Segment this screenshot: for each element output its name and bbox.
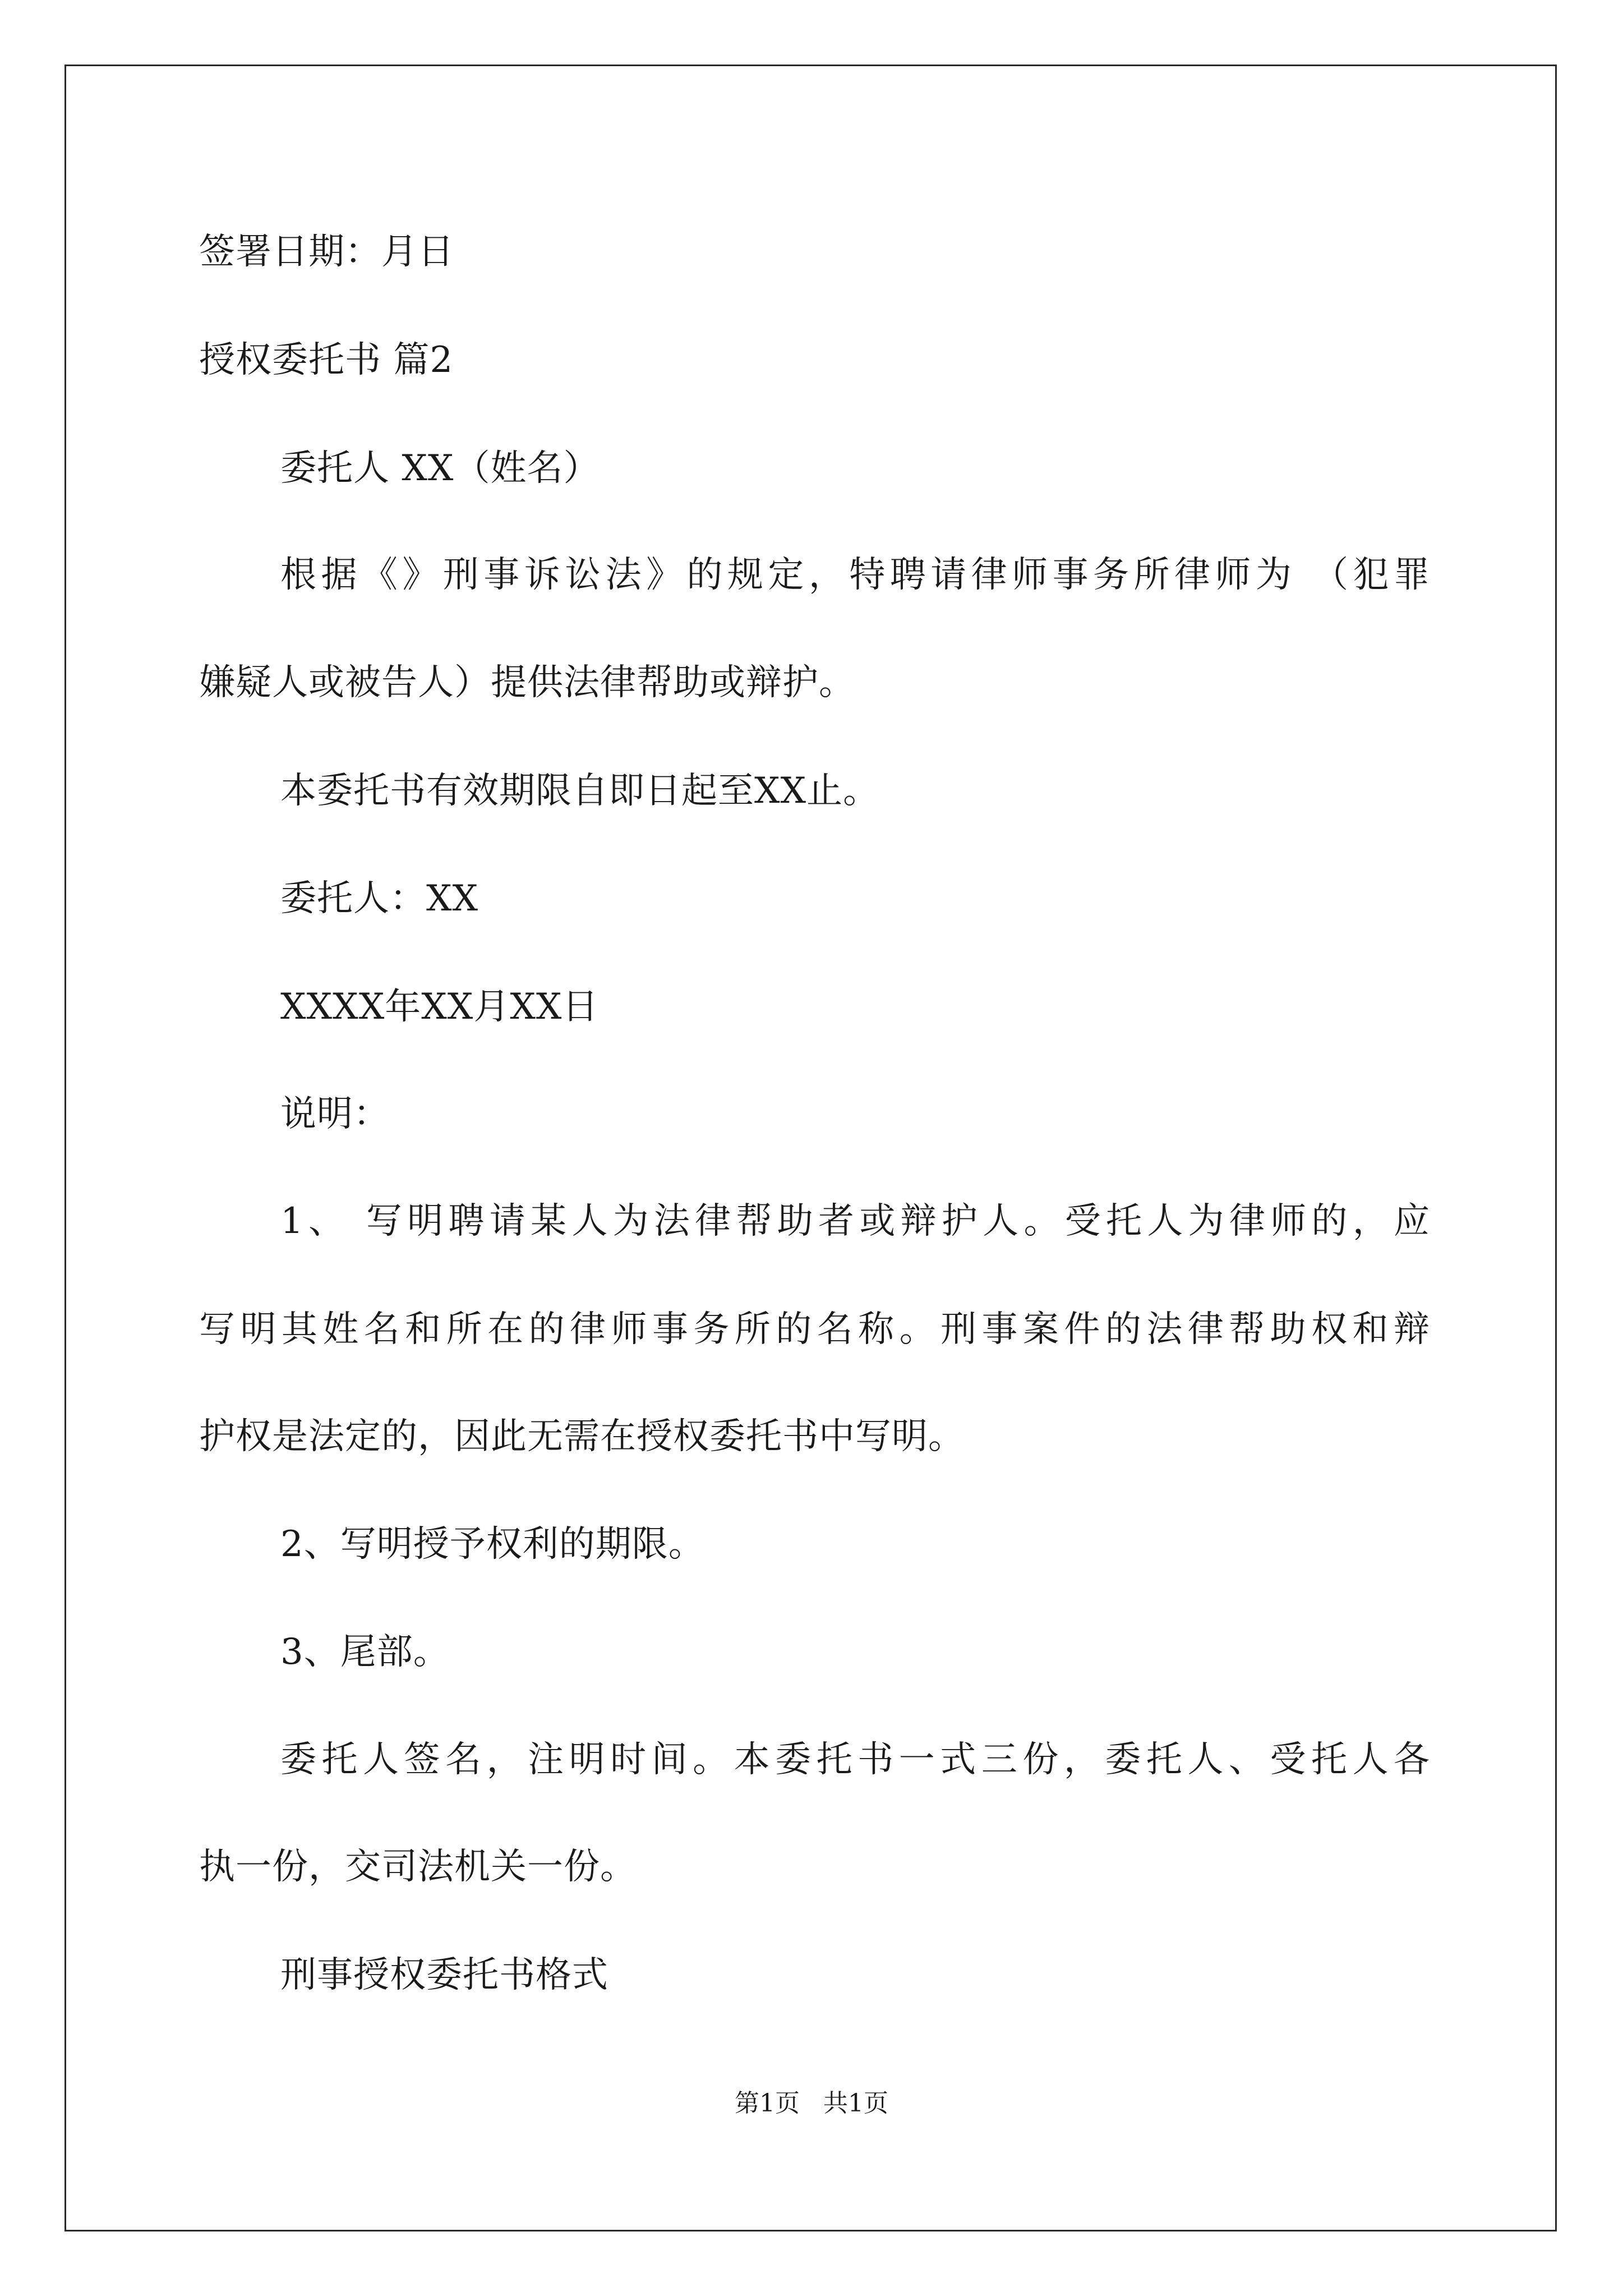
validity-line: 本委托书有效期限自即日起至XX止。 — [280, 770, 880, 812]
principal-signature-line: 委托人：XX — [280, 878, 479, 919]
note-item-1-continued: 写明其姓名和所在的律师事务所的名称。刑事案件的法律帮助权和辩 — [199, 1309, 1430, 1350]
note-item-2: 2、写明授予权利的期限。 — [280, 1524, 705, 1565]
note-item-1-continued: 护权是法定的，因此无需在授权委托书中写明。 — [199, 1416, 965, 1457]
notes-heading: 说明： — [280, 1093, 390, 1135]
page-border — [64, 65, 1557, 2231]
paragraph-line: 执一份，交司法机关一份。 — [199, 1846, 637, 1888]
signing-date-line: 签署日期：月日 — [199, 231, 454, 273]
note-item-3: 3、尾部。 — [280, 1631, 450, 1673]
principal-name-line: 委托人 XX（姓名） — [280, 448, 600, 489]
section-heading: 授权委托书 篇2 — [199, 339, 454, 381]
paragraph-line: 委托人签名，注明时间。本委托书一式三份，委托人、受托人各 — [280, 1739, 1430, 1780]
paragraph-line: 嫌疑人或被告人）提供法律帮助或辩护。 — [199, 662, 855, 703]
page-number: 第1页 共1页 — [735, 2089, 888, 2118]
format-heading: 刑事授权委托书格式 — [280, 1954, 608, 1996]
paragraph-line: 根据《》刑事诉讼法》的规定，特聘请律师事务所律师为 （犯罪 — [280, 554, 1430, 596]
note-item-1: 1、 写明聘请某人为法律帮助者或辩护人。受托人为律师的，应 — [280, 1200, 1430, 1242]
date-line: XXXX年XX月XX日 — [280, 986, 599, 1028]
